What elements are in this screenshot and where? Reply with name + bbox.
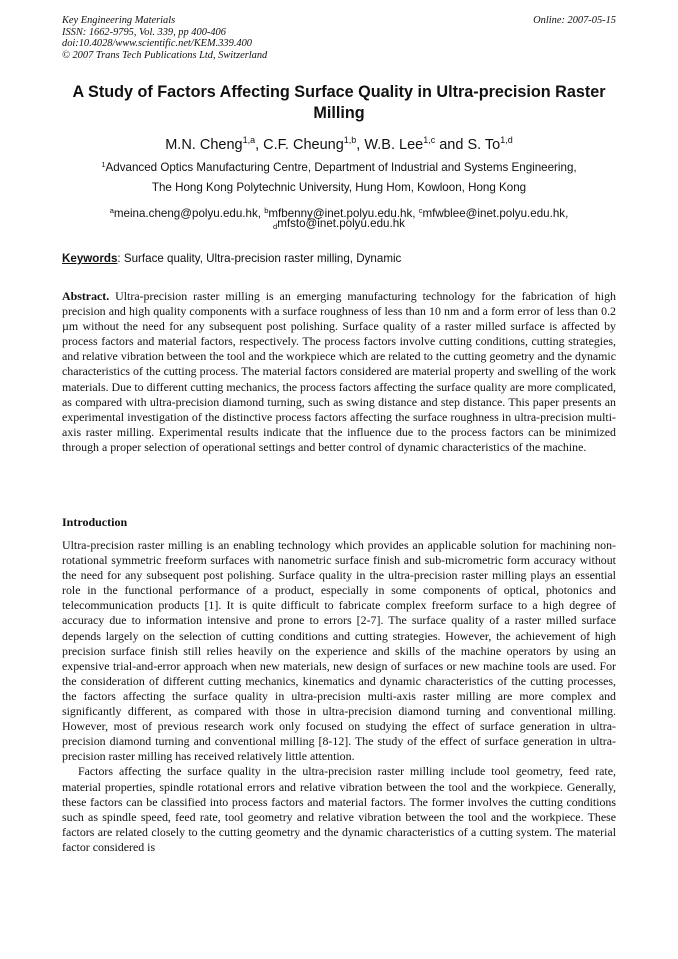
doi-line: doi:10.4028/www.scientific.net/KEM.339.400 [62, 38, 252, 50]
paper-title: A Study of Factors Affecting Surface Quality in Ultra-precision Raster Milling [72, 83, 606, 122]
author-separator: and [435, 137, 468, 153]
abstract-label: Abstract. [62, 289, 110, 303]
author-affil-mark: 1,a [242, 135, 256, 145]
author-name: C.F. Cheung [263, 137, 344, 153]
email-link: mfbenny@inet.polyu.edu.hk, [268, 207, 419, 220]
author-affil-mark: 1,d [500, 135, 513, 145]
email-link: mfsto@inet.polyu.edu.hk [277, 217, 405, 230]
introduction-paragraph-2: Factors affecting the surface quality in the ultra-precision raster milling include tool geometry, feed rate, material properties, spindle rotational errors and relative vibration between the tool and the workpiece. Generally, these factors can be classified into process factors and material factors. The former involves the cutting conditions such as spindle speed, feed rate, tool geometry and relative vibration between the tool and the workpiece. These factors are related closely to the cutting geometry and the dynamic characteristics of a cutting system. The material factor considered is [62, 764, 616, 854]
email-mark: b [264, 206, 269, 215]
email-link: meina.cheng@polyu.edu.hk, [113, 207, 265, 220]
author-affil-mark: 1,b [343, 135, 357, 145]
introduction-heading: Introduction [62, 515, 128, 529]
affiliation-line-2: The Hong Kong Polytechnic University, Hung Hom, Kowloon, Hong Kong [151, 181, 527, 194]
email-mark: c [418, 206, 423, 215]
issn-line: ISSN: 1662-9795, Vol. 339, pp 400-406 [62, 26, 226, 38]
author-affil-mark: 1,c [423, 135, 436, 145]
email-mark: a [109, 206, 114, 215]
author-list [62, 131, 616, 154]
introduction-paragraph-1: Ultra-precision raster milling is an enabling technology which provides an applicable solution for machining non-rotational symmetric freeform surfaces with nanometric surface finish and sub-micrometric form accuracy without the need for any subsequent post polishing. Surface quality in the ultra-precision raster milling plays an essential role in the functional performance of a product, especially in some components of optical, photonics and telecommunication products [1]. It is quite difficult to fabricate complex freeform surface to a high degree of accuracy due to information intensive and prone to errors [2-7]. The surface quality of a raster milled surface depends largely on the selection of cutting conditions and cutting strategies. However, the achievement of high precision surface finish still relies heavily on the experience and skills of the machine operators by using an expensive trial-and-error approach when new materials, new design of surfaces or new machine tools are used. For the consideration of different cutting mechanics, kinematics and dynamic characteristics of the cutting processes, the factors affecting the surface quality in ultra-precision multi-axis raster milling are more complex and significantly different, as compared with those in ultra-precision diamond turning and conventional milling. However, most of previous research work only focused on studying the effect of surface generation in ultra-precision diamond turning and conventional milling [8-12]. The study of the effect of surface generation in ultra-precision raster milling has received relatively little attention. [62, 538, 616, 764]
affiliation-line-1 [62, 158, 616, 175]
email-line-2 [62, 217, 616, 234]
keywords-line [62, 252, 616, 266]
author-separator: , [255, 137, 264, 153]
keywords-text: : Surface quality, Ultra-precision raster milling, Dynamic [117, 252, 402, 265]
keywords-label: Keywords [62, 252, 118, 265]
abstract-paragraph [62, 289, 616, 455]
affiliation-text: Advanced Optics Manufacturing Centre, Department of Industrial and Systems Engineering, [105, 161, 577, 174]
affiliation-mark: 1 [101, 160, 106, 169]
journal-header [62, 15, 616, 61]
author-name: W.B. Lee [364, 137, 424, 153]
copyright-line: © 2007 Trans Tech Publications Ltd, Switzerland [62, 49, 268, 61]
author-separator: , [356, 137, 365, 153]
author-name: S. To [467, 137, 501, 153]
author-name: M.N. Cheng [165, 137, 243, 153]
introduction-body [62, 538, 616, 855]
email-link: mfwblee@inet.polyu.edu.hk, [422, 207, 569, 220]
journal-name: Key Engineering Materials [62, 15, 176, 26]
abstract-text: Ultra-precision raster milling is an emerging manufacturing technology for the fabrication of high precision and high quality components with a surface roughness of less than 10 nm and a form error of less than 0.2 µm without the need for any subsequent post polishing. Surface quality of a raster milled surface is affected by process factors and material factors, respectively. The process factors involve cutting conditions, cutting strategies, and relative vibration between the tool and the workpiece which are related to the cutting geometry and the dynamic characteristics of the cutting process. The material factors considered are material property and swelling of the work materials. Due to different cutting mechanics, the process factors affecting the surface quality are more complicated, as compared with ultra-precision diamond turning, such as swing distance and step distance. This paper presents an experimental investigation of the distinctive process factors affecting the surface roughness in ultra-precision multi-axis raster milling. Experimental results indicate that the influence due to the process factors can be minimized through a proper selection of operational settings and better control of dynamic characteristics of the machine. [62, 289, 616, 454]
email-mark: d [273, 222, 278, 231]
online-date: Online: 2007-05-15 [533, 15, 616, 26]
